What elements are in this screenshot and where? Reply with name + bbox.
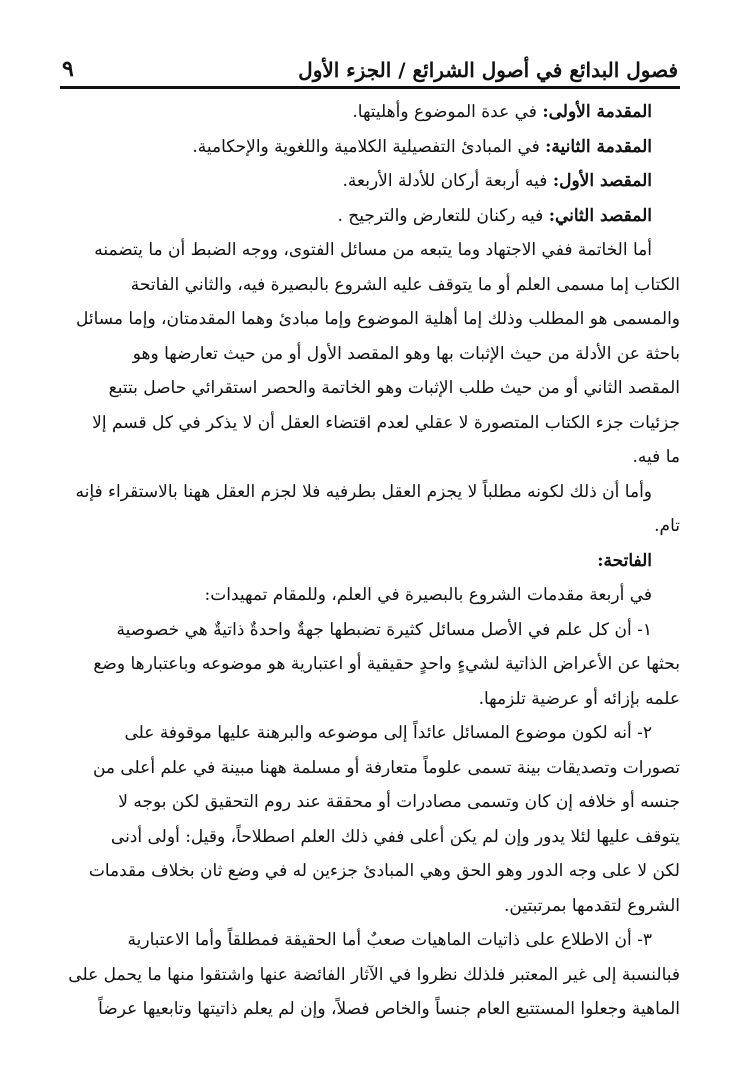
heading-label: المقصد الثاني: — [548, 205, 652, 226]
section-heading: الفاتحة: — [597, 550, 652, 571]
running-title: فصول البدائع في أصول الشرائع / الجزء الأول — [298, 58, 678, 82]
text-line: والمسمى هو المطلب وذلك إما أهلية الموضوع وإما مبادئ وهما المقدمتان، وإما مسائل — [75, 309, 680, 329]
line-text: فيه ركنان للتعارض والترجيح . — [337, 205, 549, 226]
text-line: في أربعة مقدمات الشروع بالبصيرة في العلم، وللمقام تمهيدات: — [204, 585, 652, 605]
text-line: الكتاب إما مسمى العلم أو ما يتوقف عليه الشروع بالبصيرة فيه، والثاني الفاتحة — [130, 274, 680, 295]
text-line: وأما أن ذلك لكونه مطلباً لا يجزم العقل بطرفيه فلا لجزم العقل ههنا بالاستقراء فإنه — [75, 481, 652, 502]
heading-label: المقصد الأول: — [552, 171, 652, 191]
text-line: يتوقف عليها لئلا يدور وإن لم يكن أعلى ففي ذلك العلم اصطلاحاً، وقيل: أولى أدنى — [110, 826, 680, 847]
text-line: ٢- أنه لكون موضوع المسائل عائداً إلى موضوعه والبرهنة عليها موقوفة على — [124, 723, 652, 743]
text-line: المقصد الثاني أو من حيث طلب الإثبات وهو الخاتمة والحصر استقرائي حاصل بتتبع — [108, 378, 680, 398]
page — [60, 40, 680, 1080]
text-line — [60, 130, 680, 165]
text-line: تام. — [654, 516, 680, 536]
line-text: في المبادئ التفصيلية الكلامية واللغوية والإحكامية. — [192, 136, 546, 157]
page-number: ٩ — [62, 56, 74, 82]
text-line: الماهية وجعلوا المستتبع العام جنساً والخاص فصلاً، وإن لم يعلم ذاتيتها وتابعيها عرضاً — [98, 999, 680, 1019]
text-line: بحثها عن الأعراض الذاتية لشيءٍ واحدٍ حقيقية أو اعتبارية هو موضوعه وباعتبارها وضع — [93, 654, 680, 674]
text-line: باحثة عن الأدلة من حيث الإثبات بها وهو المقصد الأول أو من حيث تعارضها وهو — [132, 343, 680, 364]
text-line: فبالنسبة إلى غير المعتبر فلذلك نظروا في الآثار الفائضة عنها واشتقوا منها ما يحمل على — [68, 964, 680, 985]
text-line — [60, 95, 680, 130]
line-text: فيه أربعة أركان للأدلة الأربعة. — [342, 171, 553, 191]
text-line: علمه بإزائه أو عرضية تلزمها. — [478, 688, 680, 709]
text-line — [60, 199, 680, 234]
heading-label: المقدمة الثانية: — [545, 136, 652, 157]
text-line: ٣- أن الاطلاع على ذاتيات الماهيات صعبٌ أما الحقيقة فمطلقاً وأما الاعتبارية — [127, 930, 652, 950]
text-line: جزئيات جزء الكتاب المتصورة لا عقلي لعدم اقتضاء العقل أن لا يذكر في كل قسم إلا — [92, 412, 680, 433]
text-line: لكن لا على وجه الدور وهو الحق وهي المبادئ جزءين له في وضع ثان بخلاف مقدمات — [88, 861, 680, 881]
heading-label: المقدمة الأولى: — [542, 102, 652, 122]
text-line: ما فيه. — [632, 447, 680, 467]
text-line: ١- أن كل علم في الأصل مسائل كثيرة تضبطها جهةٌ واحدةٌ ذاتيةٌ هي خصوصية — [116, 619, 652, 640]
text-line: أما الخاتمة ففي الاجتهاد وما يتبعه من مسائل الفتوى، ووجه الضبط أن ما يتضمنه — [94, 240, 652, 260]
text-line: تصورات وتصديقات بينة تسمى علوماً متعارفة أو مسلمة ههنا مبينة في علم أعلى من — [92, 757, 680, 778]
body-text — [60, 89, 680, 1027]
page-header — [60, 40, 680, 89]
line-text: في عدة الموضوع وأهليتها. — [352, 102, 543, 122]
text-line: الشروع لتقدمها بمرتبتين. — [504, 895, 680, 916]
text-line: جنسه أو خلافه إن كان وتسمى مصادرات أو محققة عند روم التحقيق لكن بوجه لا — [118, 792, 680, 812]
text-line — [60, 164, 680, 199]
